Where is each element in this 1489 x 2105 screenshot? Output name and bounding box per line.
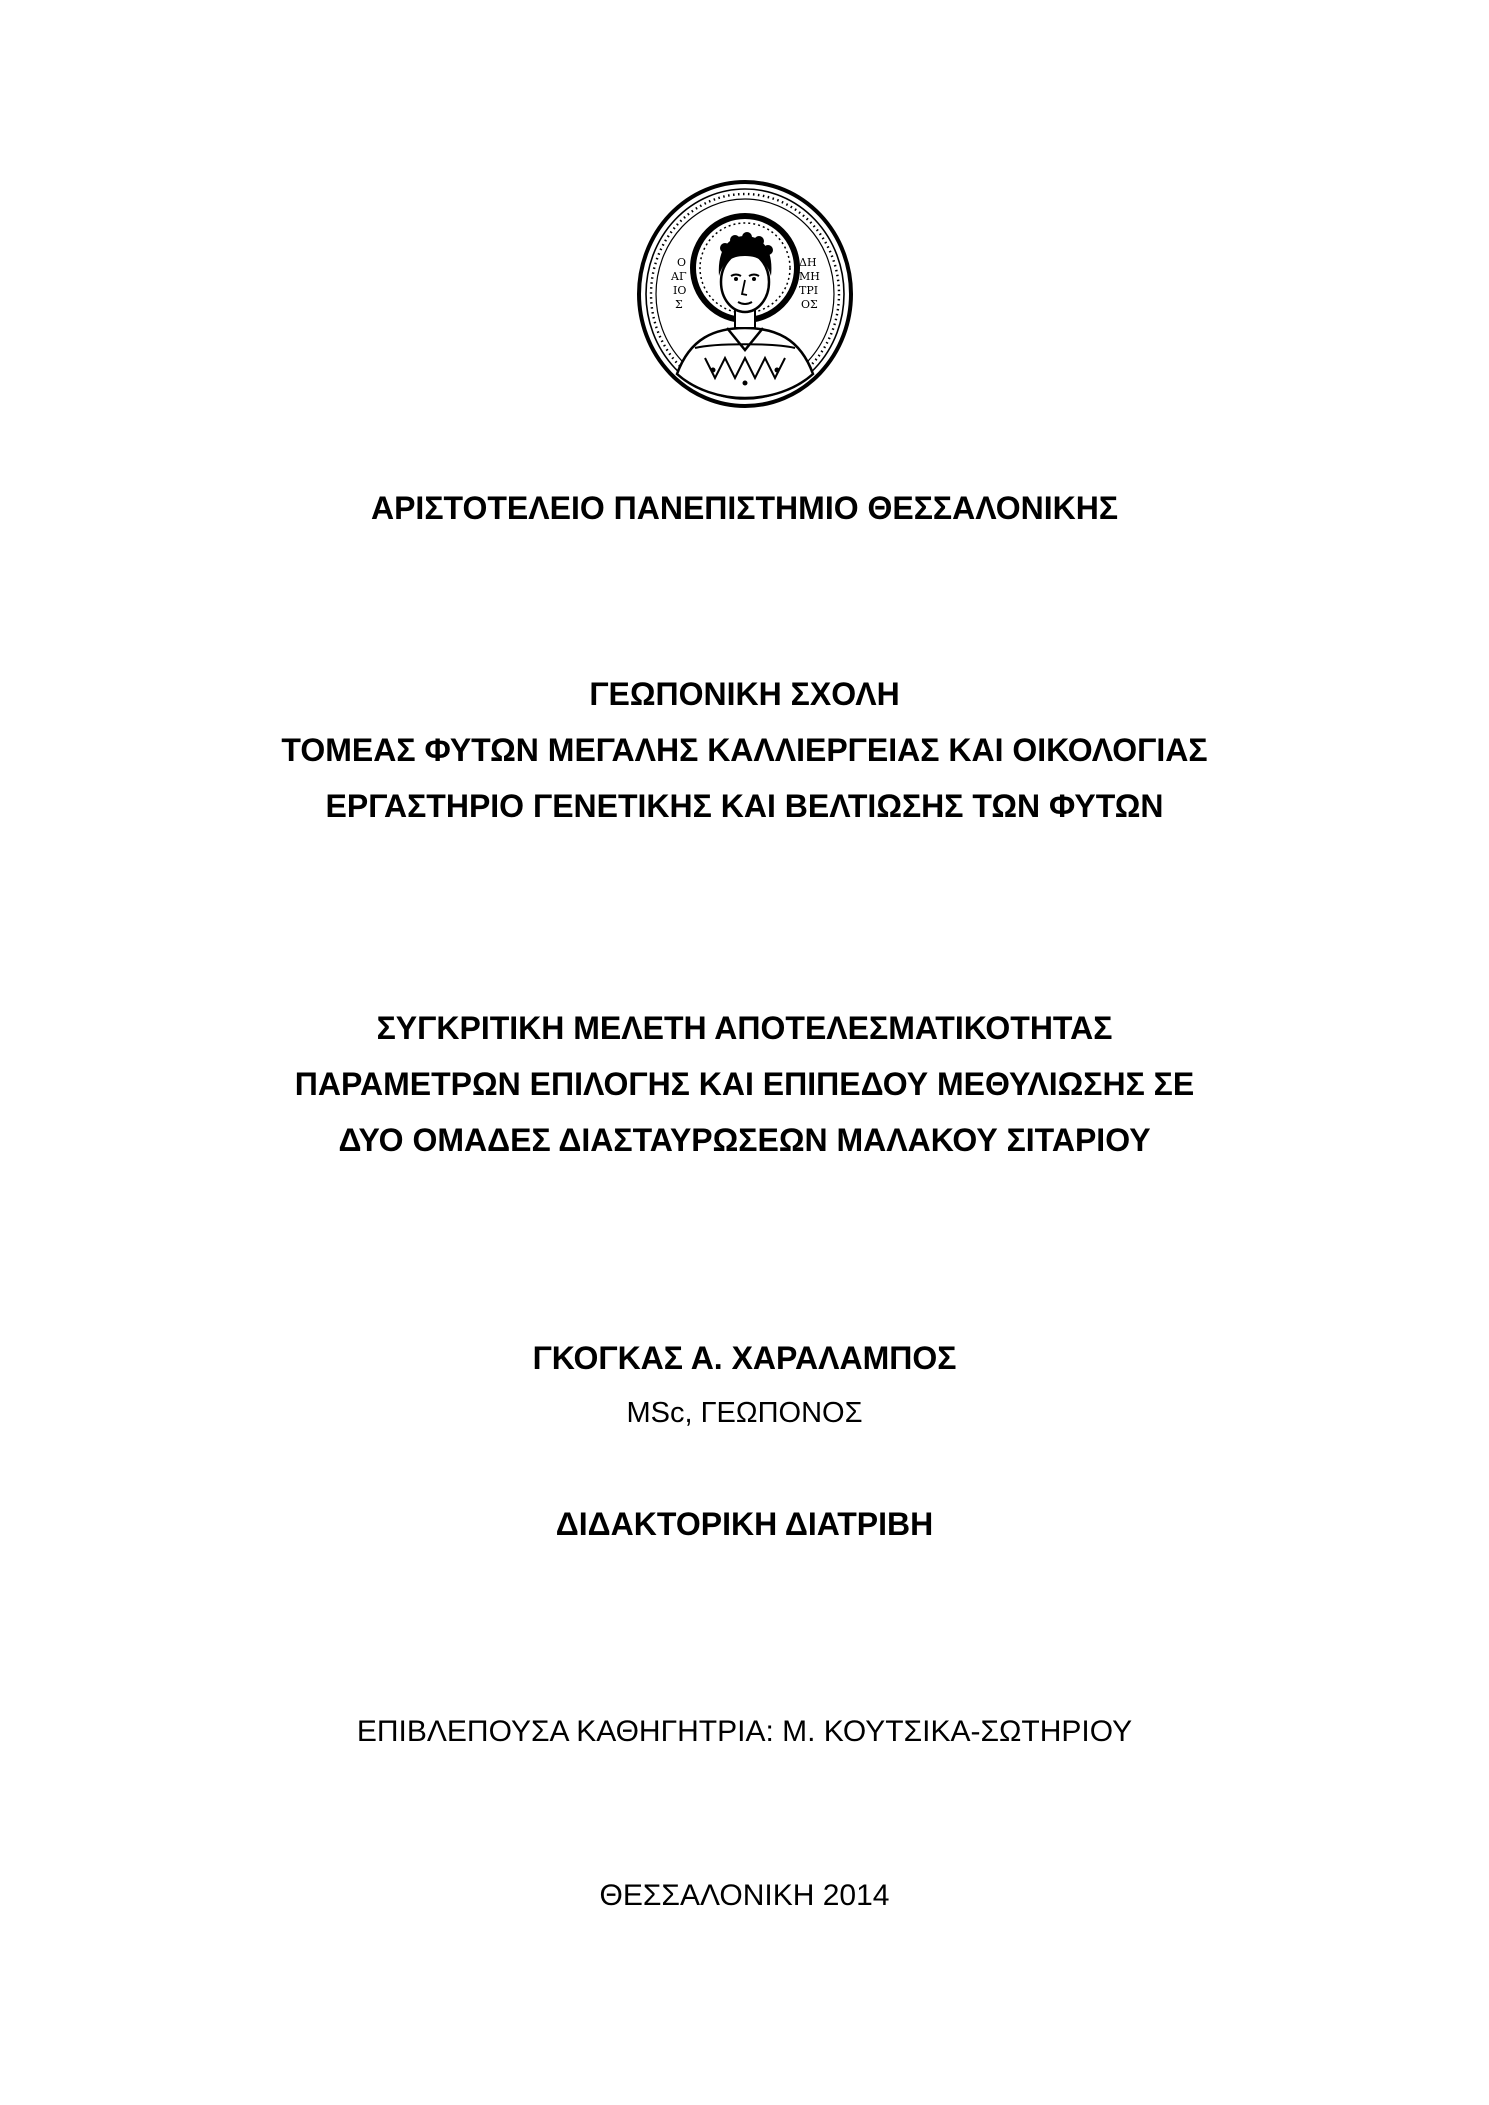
author-name: ΓΚΟΓΚΑΣ Α. ΧΑΡΑΛΑΜΠΟΣ [532,1340,957,1376]
thesis-title-line-1: ΣΥΓΚΡΙΤΙΚΗ ΜΕΛΕΤΗ ΑΠΟΤΕΛΕΣΜΑΤΙΚΟΤΗΤΑΣ [376,1010,1113,1046]
svg-text:ΙΟ: ΙΟ [673,284,687,297]
university-seal-logo [635,178,855,410]
svg-text:ΤΡΙ: ΤΡΙ [799,284,819,297]
university-name: ΑΡΙΣΤΟΤΕΛΕΙΟ ΠΑΝΕΠΙΣΤΗΜΙΟ ΘΕΣΣΑΛΟΝΙΚΗΣ [370,490,1119,526]
author-credentials: MSc, ΓΕΩΠΟΝΟΣ [626,1397,863,1429]
school-name: ΓΕΩΠΟΝΙΚΗ ΣΧΟΛΗ [589,676,900,712]
svg-text:ΔΗ: ΔΗ [799,256,817,269]
supervisor: ΕΠΙΒΛΕΠΟΥΣΑ ΚΑΘΗΓΗΤΡΙΑ: Μ. ΚΟΥΤΣΙΚΑ-ΣΩΤΗΡΙΟΥ [356,1715,1133,1748]
thesis-title-line-2: ΠΑΡΑΜΕΤΡΩΝ ΕΠΙΛΟΓΗΣ ΚΑΙ ΕΠΙΠΕΔΟΥ ΜΕΘΥΛΙΩΣΗΣ ΣΕ [294,1066,1195,1102]
laboratory-name: ΕΡΓΑΣΤΗΡΙΟ ΓΕΝΕΤΙΚΗΣ ΚΑΙ ΒΕΛΤΙΩΣΗΣ ΤΩΝ ΦΥΤΩΝ [325,788,1164,824]
svg-text:ΜΗ: ΜΗ [799,270,820,283]
svg-text:Ο: Ο [677,256,687,269]
sector-name: ΤΟΜΕΑΣ ΦΥΤΩΝ ΜΕΓΑΛΗΣ ΚΑΛΛΙΕΡΓΕΙΑΣ ΚΑΙ ΟΙΚΟΛΟΓΙΑΣ [281,732,1208,768]
document-type: ΔΙΔΑΚΤΟΡΙΚΗ ΔΙΑΤΡΙΒΗ [555,1506,934,1542]
svg-text:Σ: Σ [675,298,683,311]
place-year: ΘΕΣΣΑΛΟΝΙΚΗ 2014 [599,1879,890,1912]
svg-text:ΑΓ: ΑΓ [671,270,687,283]
thesis-title-line-3: ΔΥΟ ΟΜΑΔΕΣ ΔΙΑΣΤΑΥΡΩΣΕΩΝ ΜΑΛΑΚΟΥ ΣΙΤΑΡΙΟΥ [338,1122,1151,1158]
svg-text:ΟΣ: ΟΣ [801,298,818,311]
